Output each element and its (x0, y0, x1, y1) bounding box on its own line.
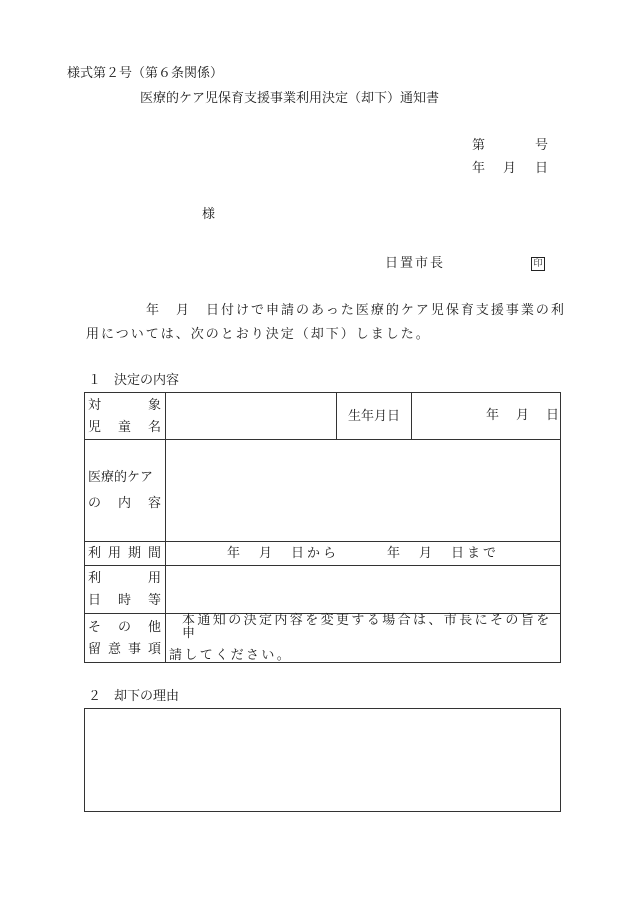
usage-label-ch-2: 用 (147, 571, 161, 586)
period-label-ch-1: 利 (88, 546, 102, 561)
care-label (85, 440, 166, 542)
date-month: 月 (503, 161, 517, 176)
child-label-ch-2: 象 (147, 397, 161, 413)
row-period (85, 542, 561, 566)
child-label-ch-5: 名 (147, 419, 161, 435)
notes-text-line-1: 本通知の決定内容を変更する場合は、市長にその旨を申 (182, 613, 552, 641)
doc-number-dai: 第 (472, 138, 486, 153)
child-label-ch-1: 対 (88, 397, 102, 413)
notes-text-line-2: 請してください。 (169, 648, 293, 663)
usage-label-ch-4: 時 (117, 593, 131, 608)
usage-label-ch-5: 等 (147, 593, 161, 608)
child-label-ch-3: 児 (88, 419, 102, 435)
usage-label-ch-3: 日 (88, 593, 102, 608)
document-title: 医療的ケア児保育支援事業利用決定（却下）通知書 (140, 91, 440, 106)
period-label-ch-2: 用 (107, 546, 121, 561)
child-label (85, 393, 166, 440)
notes-label-ch-4: 留 (88, 641, 102, 657)
section1-heading: １ 決定の内容 (88, 373, 180, 388)
period-text: 年 月 日から 年 月 日まで (227, 546, 500, 561)
notes-label-ch-6: 事 (127, 641, 141, 657)
birthdate-value (412, 393, 561, 440)
addressee-sama: 様 (202, 207, 216, 222)
doc-number-go: 号 (535, 138, 549, 153)
period-label (85, 542, 166, 566)
notes-label-ch-5: 意 (107, 641, 121, 657)
decision-table (84, 392, 561, 663)
issuer-name: 日置市長 (385, 256, 446, 271)
child-label-ch-4: 童 (117, 419, 131, 435)
birthdate-label: 生年月日 (347, 408, 400, 424)
birth-month: 月 (516, 408, 530, 423)
form-number: 様式第２号（第６条関係） (67, 66, 224, 81)
care-content-value (166, 440, 561, 542)
row-care (85, 440, 561, 542)
care-label-ch-2: 内 (117, 496, 131, 511)
date-day: 日 (535, 161, 549, 176)
usage-label (85, 566, 166, 614)
birthdate-label-cell (337, 393, 412, 440)
usage-label-ch-1: 利 (88, 571, 102, 586)
care-label-ch-3: 容 (147, 496, 161, 511)
rejection-reason-box (84, 708, 561, 812)
row-notes (85, 614, 561, 663)
notes-label (85, 614, 166, 663)
care-label-line-1: 医療的ケア (88, 470, 154, 485)
issuer-seal (531, 256, 545, 271)
period-label-ch-4: 間 (147, 546, 161, 561)
usage-value (166, 566, 561, 614)
row-child (85, 393, 561, 440)
notes-label-ch-3: 他 (147, 619, 161, 635)
body-line-1: 年 月 日付けで申請のあった医療的ケア児保育支援事業の利 (146, 303, 566, 318)
child-name-value (166, 393, 337, 440)
date-year: 年 (472, 161, 486, 176)
row-usage (85, 566, 561, 614)
birth-day: 日 (546, 408, 560, 423)
seal-mark: 印 (531, 257, 545, 271)
care-label-ch-1: の (88, 496, 102, 511)
section2-heading: ２ 却下の理由 (88, 689, 180, 704)
body-line-2: 用については、次のとおり決定（却下）しました。 (86, 327, 431, 342)
period-value (166, 542, 561, 566)
notes-label-ch-1: そ (88, 619, 102, 635)
period-label-ch-3: 期 (127, 546, 141, 561)
notes-label-ch-7: 項 (147, 641, 161, 657)
notes-label-ch-2: の (117, 619, 131, 635)
birth-year: 年 (486, 408, 500, 423)
notes-value (166, 614, 561, 663)
